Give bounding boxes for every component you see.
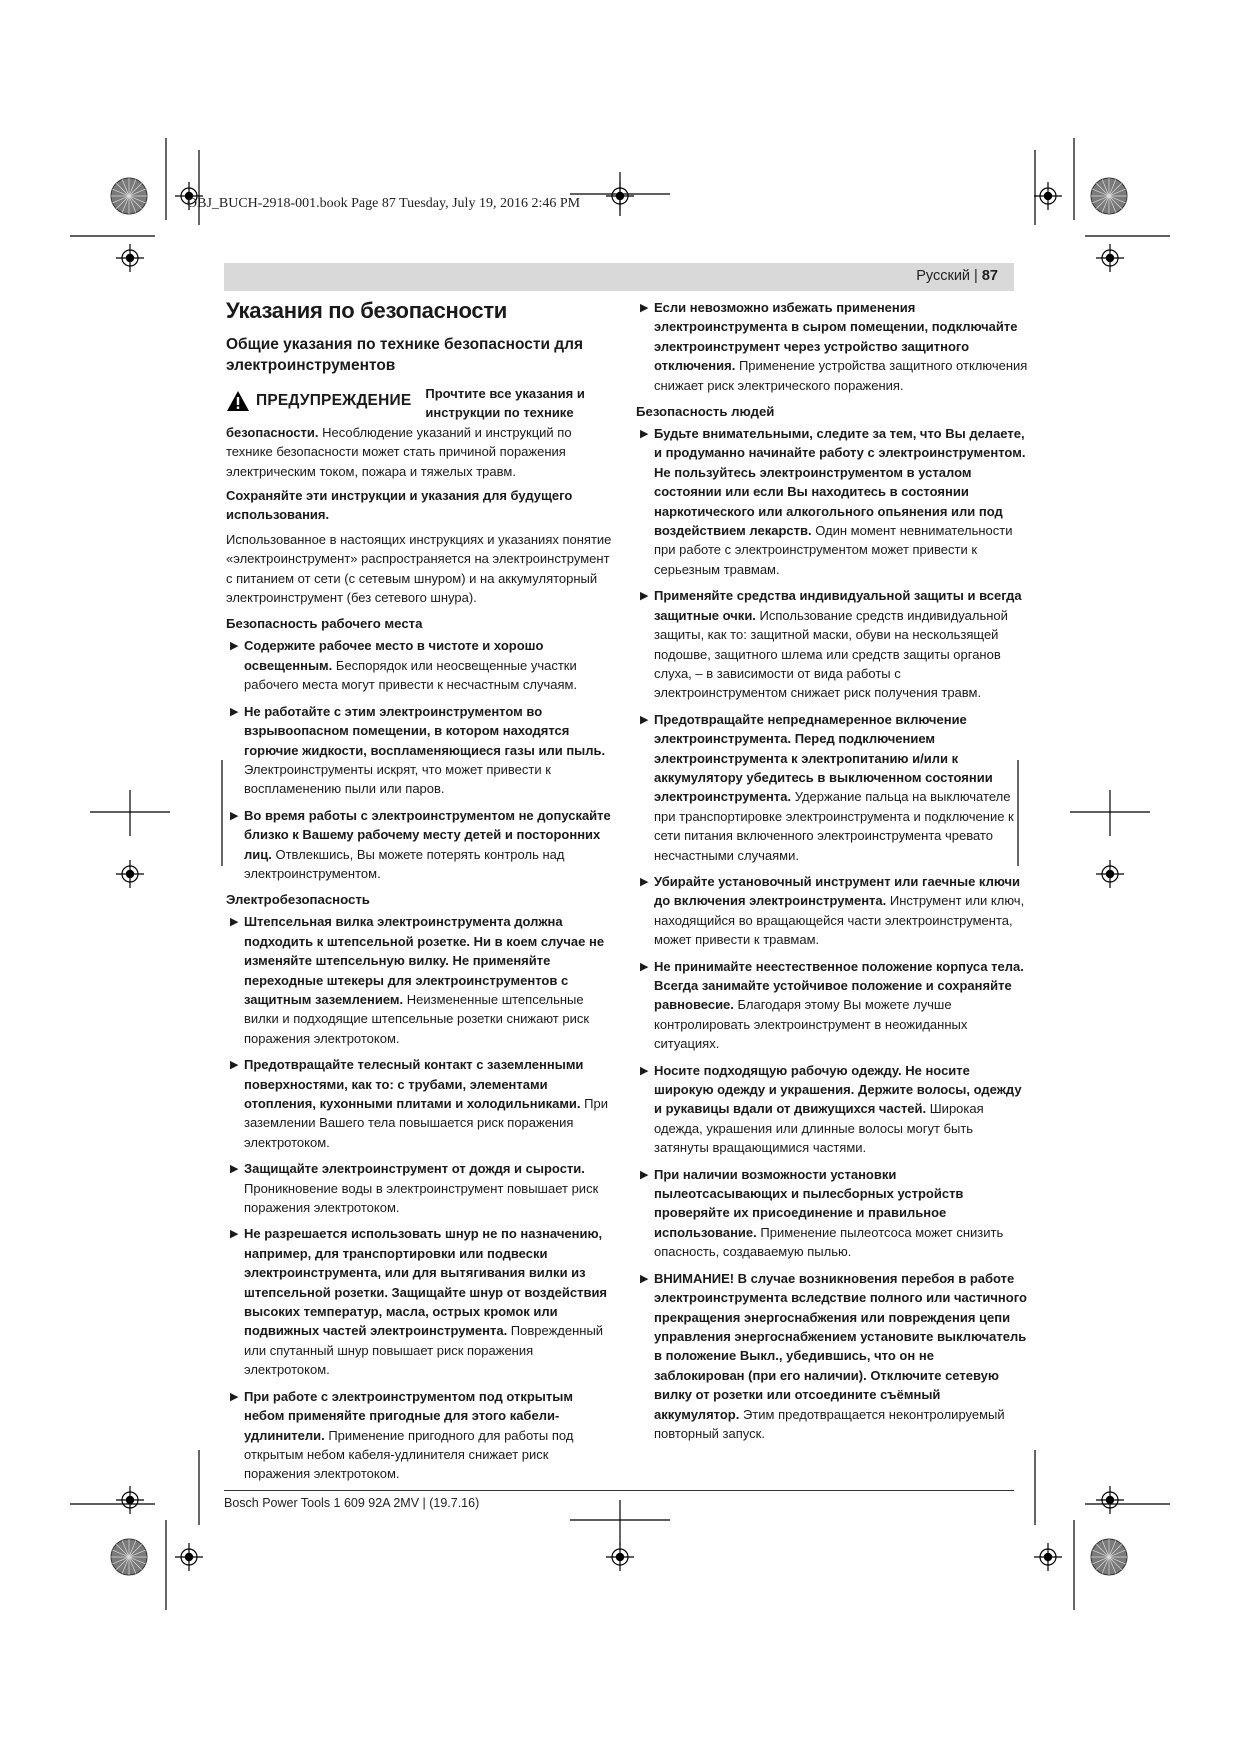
page-title: Указания по безопасности (226, 298, 508, 323)
bullet-arrow-icon: ▶ (640, 1272, 649, 1285)
left-column (226, 298, 616, 1491)
list-item: ▶ Защищайте электроинструмент от дождя и сырости. Проникновение воды в электроинструмент повышает риск поражения электротоком. (230, 1161, 599, 1216)
bullet-arrow-icon: ▶ (230, 705, 239, 718)
page-footer: Bosch Power Tools 1 609 92A 2MV | (19.7.16) (224, 1496, 480, 1510)
bullet-arrow-icon: ▶ (230, 640, 239, 653)
workplace-heading: Безопасность рабочего места (226, 616, 423, 632)
bullet-arrow-icon: ▶ (640, 875, 649, 888)
list-item: ▶ Убирайте установочный инструмент или гаечные ключи до включения электроинструмента. Инструмент или ключ, находящийся во вращающейся части электроинструмента, может привести к травмам. (640, 873, 1025, 948)
header-text (916, 268, 998, 284)
list-item: ▶ Не работайте с этим электроинструментом во взрывоопасном помещении, в котором находятся горючие жидкости, воспламеняющиеся газы или пыль. Электроинструменты искрят, что может привести к воспламенению пыли или паров. (230, 703, 606, 797)
right-column (636, 298, 1028, 1450)
list-item: ▶ Носите подходящую рабочую одежду. Не носите широкую одежду и украшения. Держите волосы, одежду и рукавицы вдали от движущихся частей. Широкая одежда, украшения или длинные волосы могут быть затянуты вращающимися частями. (640, 1062, 1022, 1156)
bullet-arrow-icon: ▶ (230, 809, 239, 822)
personal-heading: Безопасность людей (636, 404, 775, 420)
workplace-list (226, 636, 616, 883)
warning-block (226, 384, 616, 481)
list-item: ▶ Не разрешается использовать шнур не по назначению, например, для транспортировки или подвески электроинструмента, или для вытягивания вилки из штепсельной розетки. Защищайте шнур от воздействия высоких температур, масла, острых кромок или подвижных частей электроинструмента. Поврежденный или спутанный шнур повышает риск поражения электротоком. (230, 1226, 608, 1378)
bullet-arrow-icon: ▶ (640, 1064, 649, 1077)
list-item: ▶ Не принимайте неестественное положение корпуса тела. Всегда занимайте устойчивое положение и сохраняйте равновесие. Благодаря этому Вы можете лучше контролировать электроинструмент в неожиданных ситуациях. (640, 958, 1024, 1052)
personal-list (636, 424, 1028, 1443)
bullet-arrow-icon: ▶ (640, 713, 649, 726)
page-header (224, 263, 1014, 291)
electrical-heading: Электробезопасность (226, 892, 370, 908)
electrical-list-continued (636, 298, 1028, 395)
footer-rule (224, 1490, 1014, 1491)
section-subtitle: Общие указания по технике безопасности для электроинструментов (226, 336, 584, 374)
warning-word: ПРЕДУПРЕЖДЕНИЕ (256, 392, 412, 410)
list-item: ▶ Будьте внимательными, следите за тем, что Вы делаете, и продуманно начинайте работу с электроинструментом. Не пользуйтесь электроинструментом в усталом состоянии или если Вы находитесь в состоянии наркотического или алкогольного опьянения или под воздействием лекарств. Один момент невнимательности при работе с электроинструментом может привести к серьезным травмам. (640, 426, 1026, 577)
bullet-arrow-icon: ▶ (230, 1228, 239, 1241)
definition-paragraph: Использованное в настоящих инструкциях и указаниях понятие «электроинструмент» распространяется на электроинструмент с питанием от сети (с сетевым шнуром) и на аккумуляторный электроинструмент (без сетевого шнура). (226, 531, 612, 606)
bullet-arrow-icon: ▶ (230, 1163, 239, 1176)
bullet-arrow-icon: ▶ (640, 590, 649, 603)
list-item: ▶ При наличии возможности установки пылеотсасывающих и пылесборных устройств проверяйте их присоединение и правильное использование. Применение пылеотсоса может снизить опасность, создаваемую пылью. (640, 1166, 1004, 1260)
list-item: ▶ Предотвращайте непреднамеренное включение электроинструмента. Перед подключением электроинструмента к электропитанию и/или к аккумулятору убедитесь в выключенном состоянии электроинструмента. Удержание пальца на выключателе при транспортировке электроинструмента и подключение к сети питания включенного электроинструмента чревато несчастными случаями. (640, 711, 1014, 863)
warning-triangle-icon (226, 390, 250, 412)
bullet-arrow-icon: ▶ (640, 428, 649, 441)
list-item: ▶ Предотвращайте телесный контакт с заземленными поверхностями, как то: с трубами, элементами отопления, кухонными плитами и холодильниками. При заземлении Вашего тела повышается риск поражения электротоком. (230, 1057, 608, 1150)
keep-instructions: Сохраняйте эти инструкции и указания для будущего использования. (226, 488, 573, 523)
header-language: Русский (916, 268, 971, 284)
warning-bold: Прочтите все указания и инструкции по технике безопасности. (226, 386, 585, 440)
list-item: ▶ ВНИМАНИЕ! В случае возникновения перебоя в работе электроинструмента вследствие полного или частичного прекращения энергоснабжения или повреждения цепи управления энергоснабжением установите выключатель в положение Выкл., убедившись, что он не заблокирован (при его наличии). Отключите сетевую вилку от розетки или отсоедините съёмный аккумулятор. Этим предотвращается неконтролируемый повторный запуск. (640, 1270, 1027, 1441)
warning-label (226, 386, 411, 416)
list-item: ▶ Штепсельная вилка электроинструмента должна подходить к штепсельной розетке. Ни в коем случае не изменяйте штепсельную вилку. Не применяйте переходные штекеры для электроинструментов с защитным заземлением. Неизмененные штепсельные вилки и подходящие штепсельные розетки снижают риск поражения электротоком. (230, 914, 605, 1046)
page-number: 87 (981, 268, 998, 284)
electrical-list (226, 912, 616, 1483)
warning-text: Несоблюдение указаний и инструкций по технике безопасности может стать причиной поражения электрическим током, пожара и тяжелых травм. (226, 424, 572, 479)
bullet-arrow-icon: ▶ (640, 1168, 649, 1181)
list-item: ▶ Во время работы с электроинструментом не допускайте близко к Вашему рабочему месту детей и посторонних лиц. Отвлекшись, Вы можете потерять контроль над электроинструментом. (230, 807, 611, 881)
bullet-arrow-icon: ▶ (230, 1390, 239, 1403)
header-separator: | (970, 268, 982, 284)
bullet-arrow-icon: ▶ (230, 1059, 239, 1072)
print-info: OBJ_BUCH-2918-001.book Page 87 Tuesday, July 19, 2016 2:46 PM (187, 196, 581, 211)
bullet-arrow-icon: ▶ (640, 960, 649, 973)
list-item: ▶ Применяйте средства индивидуальной защиты и всегда защитные очки. Использование средств индивидуальной защиты, как то: защитной маски, обуви на нескользящей подошве, защитного шлема или средств защиты органов слуха, – в зависимости от вида работы с электроинструментом снижает риск получения травм. (640, 588, 1022, 701)
list-item: ▶ Содержите рабочее место в чистоте и хорошо освещенным. Беспорядок или неосвещенные участки рабочего места могут привести к несчастным случаям. (230, 638, 578, 693)
list-item: ▶ Если невозможно избежать применения электроинструмента в сыром помещении, подключайте электроинструмент через устройство защитного отключения. Применение устройства защитного отключения снижает риск электрического поражения. (640, 300, 1028, 393)
list-item: ▶ При работе с электроинструментом под открытым небом применяйте пригодные для этого кабели-удлинители. Применение пригодного для работы под открытым небом кабеля-удлинителя снижает риск поражения электротоком. (230, 1388, 574, 1482)
bullet-arrow-icon: ▶ (230, 916, 239, 929)
bullet-arrow-icon: ▶ (640, 302, 649, 314)
